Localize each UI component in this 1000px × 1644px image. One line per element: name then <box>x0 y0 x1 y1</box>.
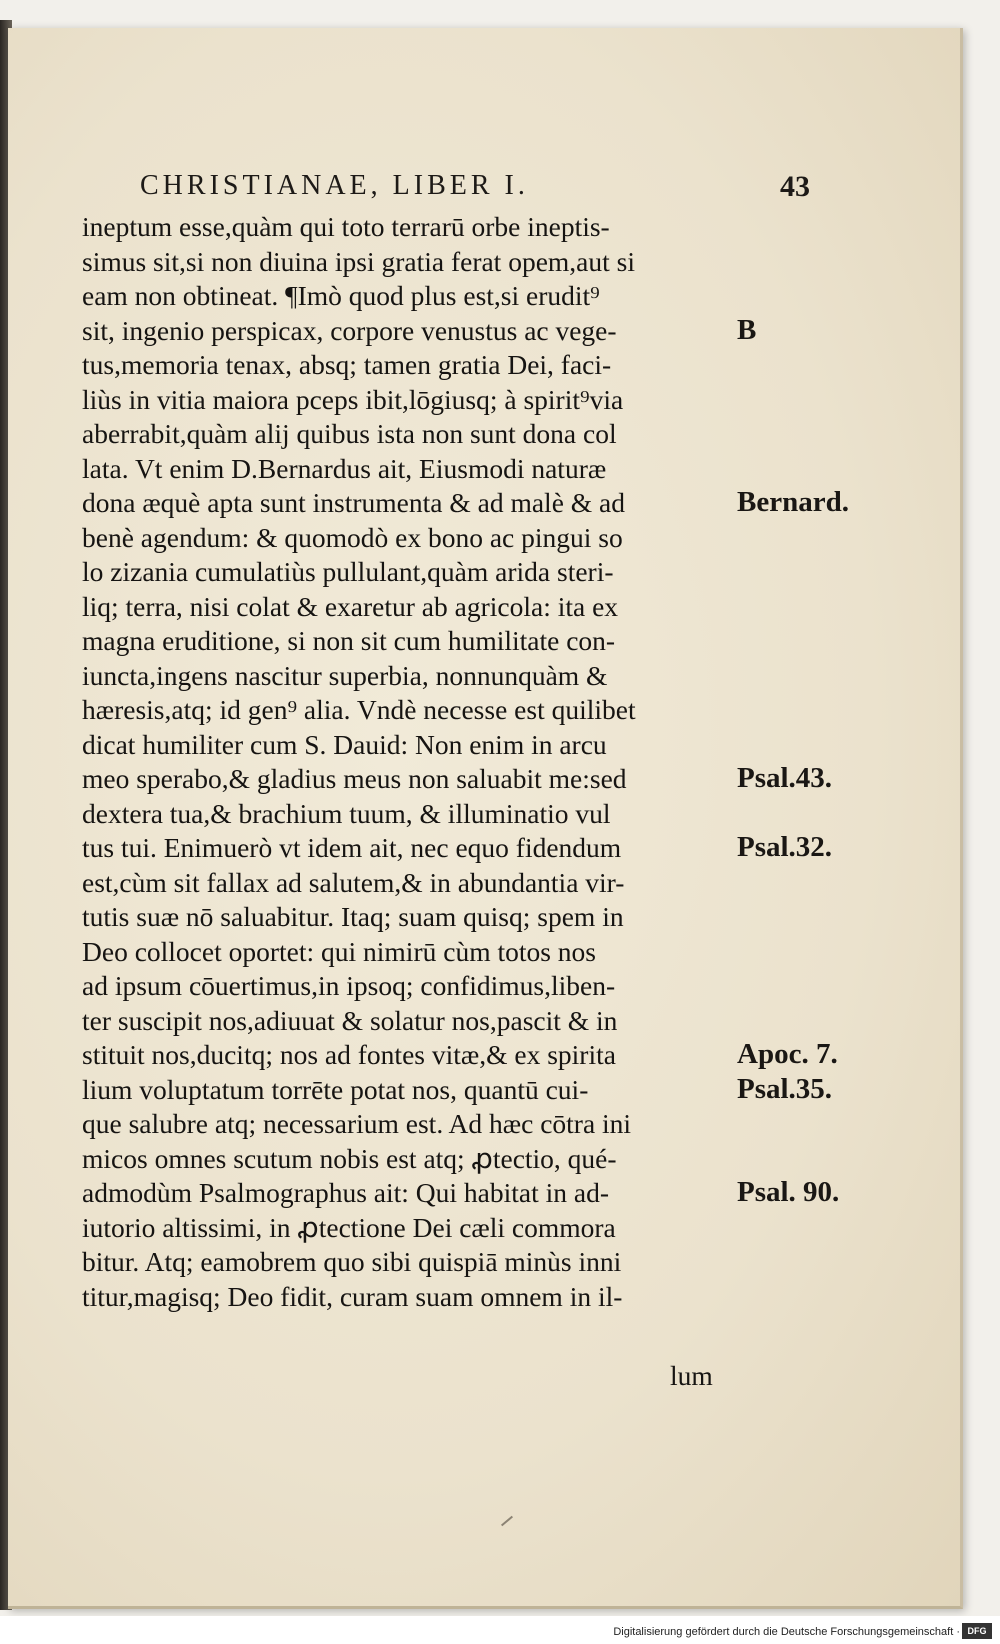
text-line: ineptum esse,quàm qui toto terrarū orbe ineptis- <box>82 211 610 242</box>
text-line: simus sit,si non diuina ipsi gratia ferat opem,aut si <box>82 245 635 277</box>
margin-note: Psal.43. <box>737 762 833 794</box>
footer-bar <box>0 1616 1000 1644</box>
text-line: titur,magisq; Deo fidit, curam suam omnem in il- <box>82 1280 623 1312</box>
text-line: dicat humiliter cum S. Dauid: Non enim in arcu <box>82 728 607 760</box>
text-line: dextera tua,& brachium tuum, & illuminatio vul <box>82 797 611 829</box>
page-header <box>140 170 810 203</box>
text-line: ter suscipit nos,adiuuat & solatur nos,pascit & in <box>82 1004 618 1036</box>
text-line: iuncta,ingens nascitur superbia, nonnunquàm & <box>82 659 608 691</box>
text-line: eam non obtineat. ¶Imò quod plus est,si erudit⁹ <box>82 280 600 311</box>
text-line: micos omnes scutum nobis est atq; ꝓtectio, qué- <box>82 1142 617 1174</box>
text-line: dona æquè apta sunt instrumenta & ad malè & ad <box>82 487 625 518</box>
text-line: Deo collocet oportet: qui nimirū cùm totos nos <box>82 935 597 967</box>
margin-note: Psal.32. <box>737 831 833 863</box>
text-line: tus,memoria tenax, absq; tamen gratia Dei, faci- <box>82 349 612 380</box>
text-line: ad ipsum cōuertimus,in ipsoq; confidimus,liben- <box>82 970 616 1001</box>
margin-note: Bernard. <box>737 486 849 518</box>
text-line: lo zizania cumulatiùs pullulant,quàm arida steri- <box>82 556 614 587</box>
margin-note: Psal. 90. <box>737 1176 840 1208</box>
text-line: que salubre atq; necessarium est. Ad hæc cōtra ini <box>82 1108 632 1139</box>
page-number: 43 <box>780 170 810 203</box>
digitization-credit: Digitalisierung gefördert durch die Deutsche Forschungsgemeinschaft · <box>613 1626 960 1638</box>
text-line: magna eruditione, si non sit cum humilitate con- <box>82 625 616 656</box>
text-line: hæresis,atq; id gen⁹ alia. Vndè necesse est quilibet <box>82 694 636 725</box>
margin-note: Psal.35. <box>737 1072 833 1105</box>
text-line: sit, ingenio perspicax, corpore venustus ac vege- <box>82 314 617 346</box>
text-line: liùs in vitia maiora pceps ibit,lōgiusq; à spirit⁹via <box>82 383 624 415</box>
text-line: lium voluptatum torrēte potat nos, quantū cui- <box>82 1073 589 1105</box>
text-line: benè agendum: & quomodò ex bono ac pingui so <box>82 521 623 553</box>
text-line: iutorio altissimi, in ꝓtectione Dei cæli commora <box>82 1211 616 1243</box>
main-text-block <box>82 210 732 1314</box>
text-line: aberrabit,quàm alij quibus ista non sunt dona col <box>82 418 617 449</box>
text-line: lata. Vt enim D.Bernardus ait, Eiusmodi naturæ <box>82 452 607 484</box>
text-line: liq; terra, nisi colat & exaretur ab agricola: ita ex <box>82 590 619 622</box>
running-head: CHRISTIANAE, LIBER I. <box>140 170 529 201</box>
text-line: bitur. Atq; eamobrem quo sibi quispiā minùs inni <box>82 1246 622 1277</box>
text-line: tus tui. Enimuerò vt idem ait, nec equo fidendum <box>82 832 622 863</box>
text-line: meo sperabo,& gladius meus non saluabit me:sed <box>82 763 627 794</box>
catchword: lum <box>670 1360 713 1391</box>
margin-note: B <box>737 313 757 346</box>
text-line: est,cùm sit fallax ad salutem,& in abundantia vir- <box>82 866 625 898</box>
text-line: stituit nos,ducitq; nos ad fontes vitæ,& ex spirita <box>82 1039 616 1070</box>
dfg-logo: DFG <box>962 1623 992 1639</box>
text-line: admodùm Psalmographus ait: Qui habitat in ad- <box>82 1177 609 1208</box>
margin-note: Apoc. 7. <box>737 1038 838 1070</box>
text-line: tutis suæ nō saluabitur. Itaq; suam quisq; spem in <box>82 901 624 932</box>
